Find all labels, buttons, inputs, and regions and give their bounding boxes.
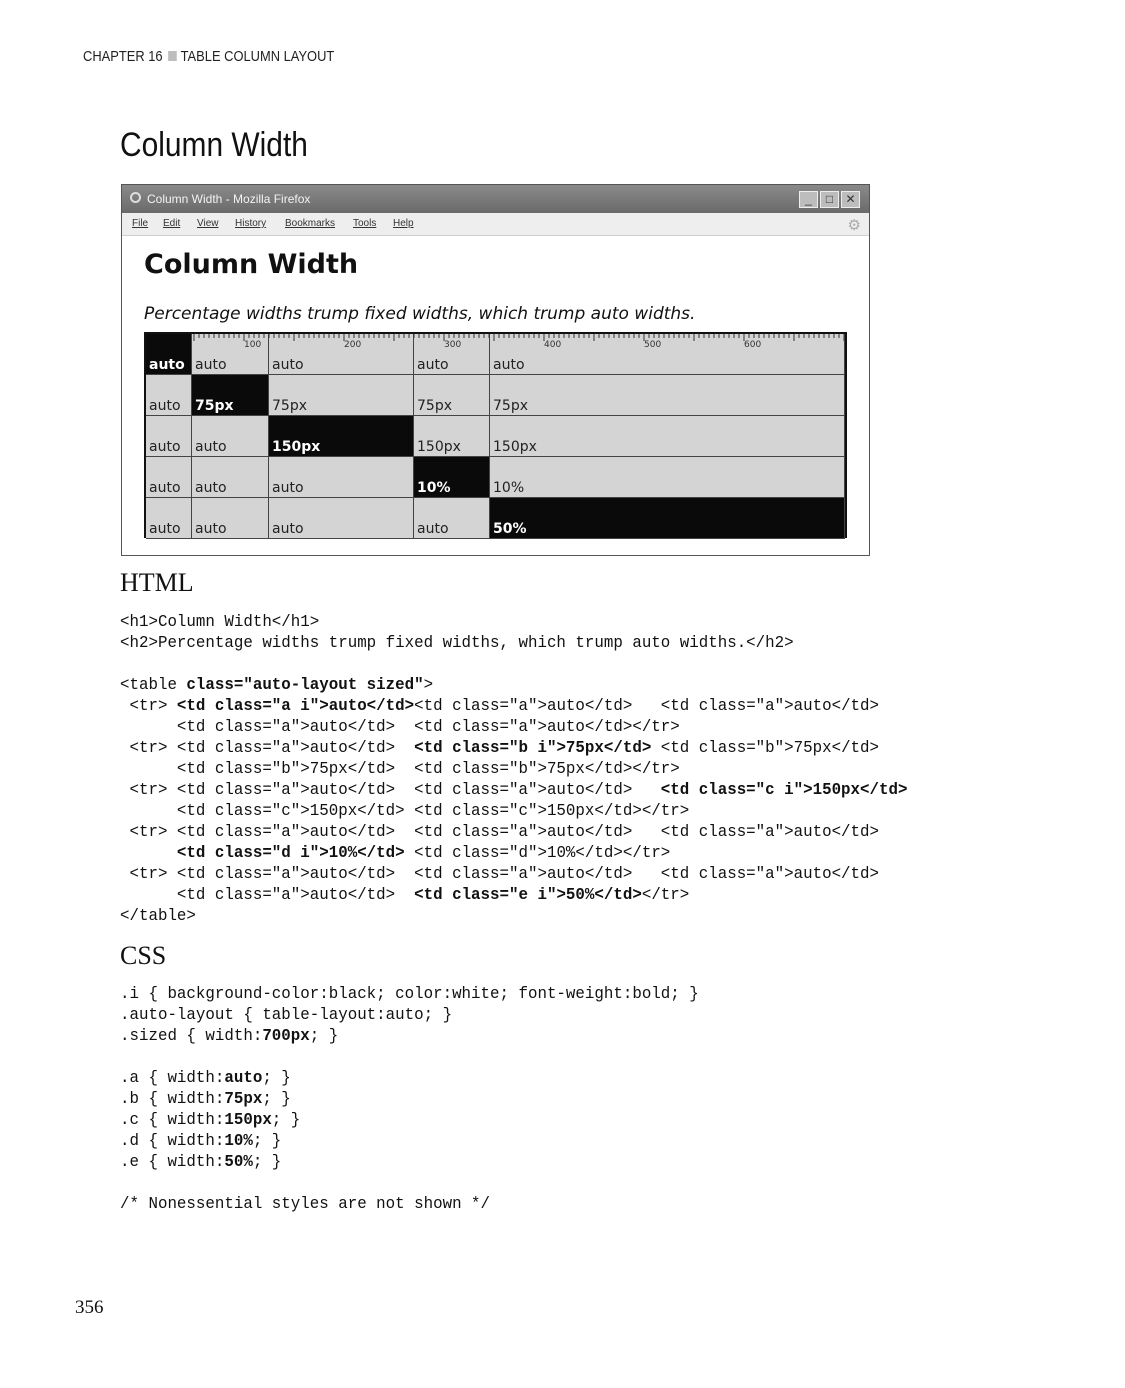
chapter-topic: TABLE COLUMN LAYOUT xyxy=(180,48,335,65)
table-cell-text: auto xyxy=(149,357,185,373)
code-line xyxy=(120,1110,699,1131)
menu-edit[interactable]: Edit xyxy=(163,218,181,229)
table-cell-text: auto xyxy=(493,357,525,373)
table-cell xyxy=(146,416,192,457)
table-cell xyxy=(146,498,192,539)
table-cell xyxy=(414,457,490,498)
table-cell xyxy=(192,457,269,498)
table-cell-text: 150px xyxy=(417,439,461,455)
code-line xyxy=(120,1194,699,1215)
table-cell-text: 150px xyxy=(493,439,537,455)
column-width-table xyxy=(144,332,847,538)
table-cell xyxy=(269,457,414,498)
css-section-label: CSS xyxy=(120,941,167,970)
code-text: </table> xyxy=(120,907,196,926)
code-text: <td class="b">75px</td> xyxy=(651,739,880,758)
code-text: .i { background-color:black; color:white; font-weight:bold; } xyxy=(120,985,699,1004)
page-number: 356 xyxy=(75,1297,104,1318)
menu-file[interactable]: File xyxy=(132,218,149,229)
table-cell xyxy=(192,375,269,416)
code-text: <tr> xyxy=(120,697,177,716)
code-line xyxy=(120,1068,699,1089)
table-cell-text: auto xyxy=(195,480,227,496)
code-highlight: auto xyxy=(224,1069,263,1088)
table-cell xyxy=(146,375,192,416)
css-code-block xyxy=(120,984,699,1215)
table-cell-text: auto xyxy=(417,521,449,537)
code-text: .b { width: xyxy=(120,1090,225,1109)
table-cell-text: auto xyxy=(272,521,304,537)
menu-help[interactable]: Help xyxy=(393,218,414,229)
code-text: <tr> <td class="a">auto</td> <td class="a">auto</td> <td class="a">auto</td> xyxy=(120,823,880,842)
table-cell-text: auto xyxy=(195,439,227,455)
code-highlight: class="auto-layout sized" xyxy=(186,676,424,695)
ruler-label: 500 xyxy=(644,340,662,348)
table-cell-text: 50% xyxy=(493,521,527,537)
code-text: ; } xyxy=(262,1069,291,1088)
code-text: <td class="a">auto</td> <td class="a">auto</td> xyxy=(414,697,880,716)
pixel-ruler xyxy=(146,334,845,348)
code-highlight: <td class="b i">75px</td> xyxy=(414,739,652,758)
code-text: <td class="a">auto</td> xyxy=(120,886,415,905)
code-text: .sized { width: xyxy=(120,1027,263,1046)
browser-screenshot xyxy=(121,184,870,556)
table-cell-text: auto xyxy=(417,357,449,373)
table-cell xyxy=(490,457,845,498)
table-cell xyxy=(414,416,490,457)
code-highlight: <td class="d i">10%</td> xyxy=(176,844,405,863)
code-line xyxy=(120,843,907,864)
table-cell xyxy=(269,498,414,539)
code-highlight: 75px xyxy=(224,1090,263,1109)
code-line xyxy=(120,717,907,738)
running-head xyxy=(83,48,334,65)
code-line xyxy=(120,675,907,696)
gear-icon[interactable]: ⚙ xyxy=(847,217,861,234)
table-cell-text: 75px xyxy=(272,398,307,414)
html-section-label: HTML xyxy=(120,568,194,597)
code-text: ; } xyxy=(309,1027,339,1046)
code-text: .auto-layout { table-layout:auto; } xyxy=(120,1006,453,1025)
code-text: .d { width: xyxy=(120,1132,225,1151)
ruler-label: 400 xyxy=(544,340,562,348)
chapter-label: CHAPTER 16 xyxy=(83,48,163,65)
table-cell-text: 10% xyxy=(417,480,451,496)
code-text: .a { width: xyxy=(120,1069,225,1088)
code-text: .c { width: xyxy=(120,1111,225,1130)
ruler-label: 600 xyxy=(744,340,762,348)
demo-page-subheading: Percentage widths trump fixed widths, which trump auto widths. xyxy=(144,304,696,324)
table-cell-text: auto xyxy=(149,480,181,496)
code-line xyxy=(120,738,907,759)
code-text: <tr> <td class="a">auto</td> xyxy=(120,739,415,758)
minimize-icon[interactable]: _ xyxy=(799,191,818,208)
menu-history[interactable]: History xyxy=(235,218,267,229)
code-line xyxy=(120,822,907,843)
table-cell-text: auto xyxy=(195,357,227,373)
table-cell-text: auto xyxy=(272,357,304,373)
table-cell xyxy=(146,457,192,498)
code-text: <td class="c">150px</td> <td class="c">150px</td></tr> xyxy=(120,802,690,821)
table-cell xyxy=(192,416,269,457)
table-cell-text: auto xyxy=(272,480,304,496)
code-text: /* Nonessential styles are not shown */ xyxy=(120,1195,491,1214)
code-line xyxy=(120,1152,699,1173)
code-text: <tr> <td class="a">auto</td> <td class="a">auto</td> <td class="a">auto</td> xyxy=(120,865,880,884)
code-highlight: <td class="c i">150px</td> xyxy=(660,781,908,800)
code-line xyxy=(120,885,907,906)
table-cell-text: 75px xyxy=(195,398,234,414)
code-line xyxy=(120,654,907,675)
table-cell xyxy=(192,498,269,539)
code-text: <td class="d">10%</td></tr> xyxy=(404,844,671,863)
window-title: Column Width - Mozilla Firefox xyxy=(147,192,311,206)
table-cell-text: auto xyxy=(195,521,227,537)
code-text: > xyxy=(423,676,434,695)
maximize-icon[interactable]: □ xyxy=(820,191,839,208)
code-line xyxy=(120,780,907,801)
html-code-block xyxy=(120,612,907,927)
table-cell xyxy=(490,498,845,539)
table-cell-text: 75px xyxy=(417,398,452,414)
code-line xyxy=(120,906,907,927)
table-cell-text: 75px xyxy=(493,398,528,414)
table-cell xyxy=(490,416,845,457)
code-line xyxy=(120,1089,699,1110)
code-line xyxy=(120,696,907,717)
code-text: ; } xyxy=(262,1090,291,1109)
ruler-label: 100 xyxy=(244,340,262,348)
table-cell-text: 150px xyxy=(272,439,321,455)
code-line xyxy=(120,1173,699,1194)
table-cell xyxy=(269,416,414,457)
code-highlight: 50% xyxy=(224,1153,253,1172)
table-cell xyxy=(269,375,414,416)
menu-bookmarks[interactable]: Bookmarks xyxy=(285,218,336,229)
code-text: <table xyxy=(120,676,187,695)
demo-page-heading: Column Width xyxy=(144,249,359,280)
code-highlight: <td class="e i">50%</td> xyxy=(414,886,642,905)
code-line xyxy=(120,759,907,780)
code-highlight: 10% xyxy=(224,1132,253,1151)
ruler-label: 300 xyxy=(444,340,462,348)
menu-tools[interactable]: Tools xyxy=(353,218,377,229)
section-title: Column Width xyxy=(120,126,308,164)
code-highlight: 150px xyxy=(224,1111,272,1130)
code-text: <td class="b">75px</td> <td class="b">75px</td></tr> xyxy=(120,760,680,779)
code-line xyxy=(120,1131,699,1152)
ruler-label: 200 xyxy=(344,340,362,348)
code-text: <tr> <td class="a">auto</td> <td class="a">auto</td> xyxy=(120,781,661,800)
code-text: ; } xyxy=(252,1153,282,1172)
table-cell-text: auto xyxy=(149,521,181,537)
table-cell xyxy=(490,375,845,416)
code-line xyxy=(120,984,699,1005)
window-titlebar xyxy=(122,185,869,213)
close-icon[interactable]: ✕ xyxy=(841,191,860,208)
code-line xyxy=(120,633,907,654)
table-cell xyxy=(414,375,490,416)
code-highlight: <td class="a i">auto</td> xyxy=(176,697,415,716)
menu-bar xyxy=(122,213,869,236)
code-text: </tr> xyxy=(641,886,690,905)
table-cell-text: auto xyxy=(149,398,181,414)
code-line xyxy=(120,1047,699,1068)
code-line xyxy=(120,1026,699,1047)
separator-square-icon xyxy=(168,51,177,61)
code-text: .e { width: xyxy=(120,1153,225,1172)
code-text: <td class="a">auto</td> <td class="a">auto</td></tr> xyxy=(120,718,680,737)
code-text: <h1>Column Width</h1> xyxy=(120,613,320,632)
code-line xyxy=(120,801,907,822)
table-cell xyxy=(414,498,490,539)
code-text: ; } xyxy=(252,1132,282,1151)
code-text xyxy=(120,844,177,863)
table-cell-text: auto xyxy=(149,439,181,455)
menu-view[interactable]: View xyxy=(197,218,219,229)
code-text: ; } xyxy=(271,1111,301,1130)
code-highlight: 700px xyxy=(262,1027,310,1046)
table-cell-text: 10% xyxy=(493,480,525,496)
code-text: <h2>Percentage widths trump fixed widths, which trump auto widths.</h2> xyxy=(120,634,794,653)
code-line xyxy=(120,864,907,885)
code-line xyxy=(120,1005,699,1026)
code-line xyxy=(120,612,907,633)
firefox-icon xyxy=(130,192,141,203)
